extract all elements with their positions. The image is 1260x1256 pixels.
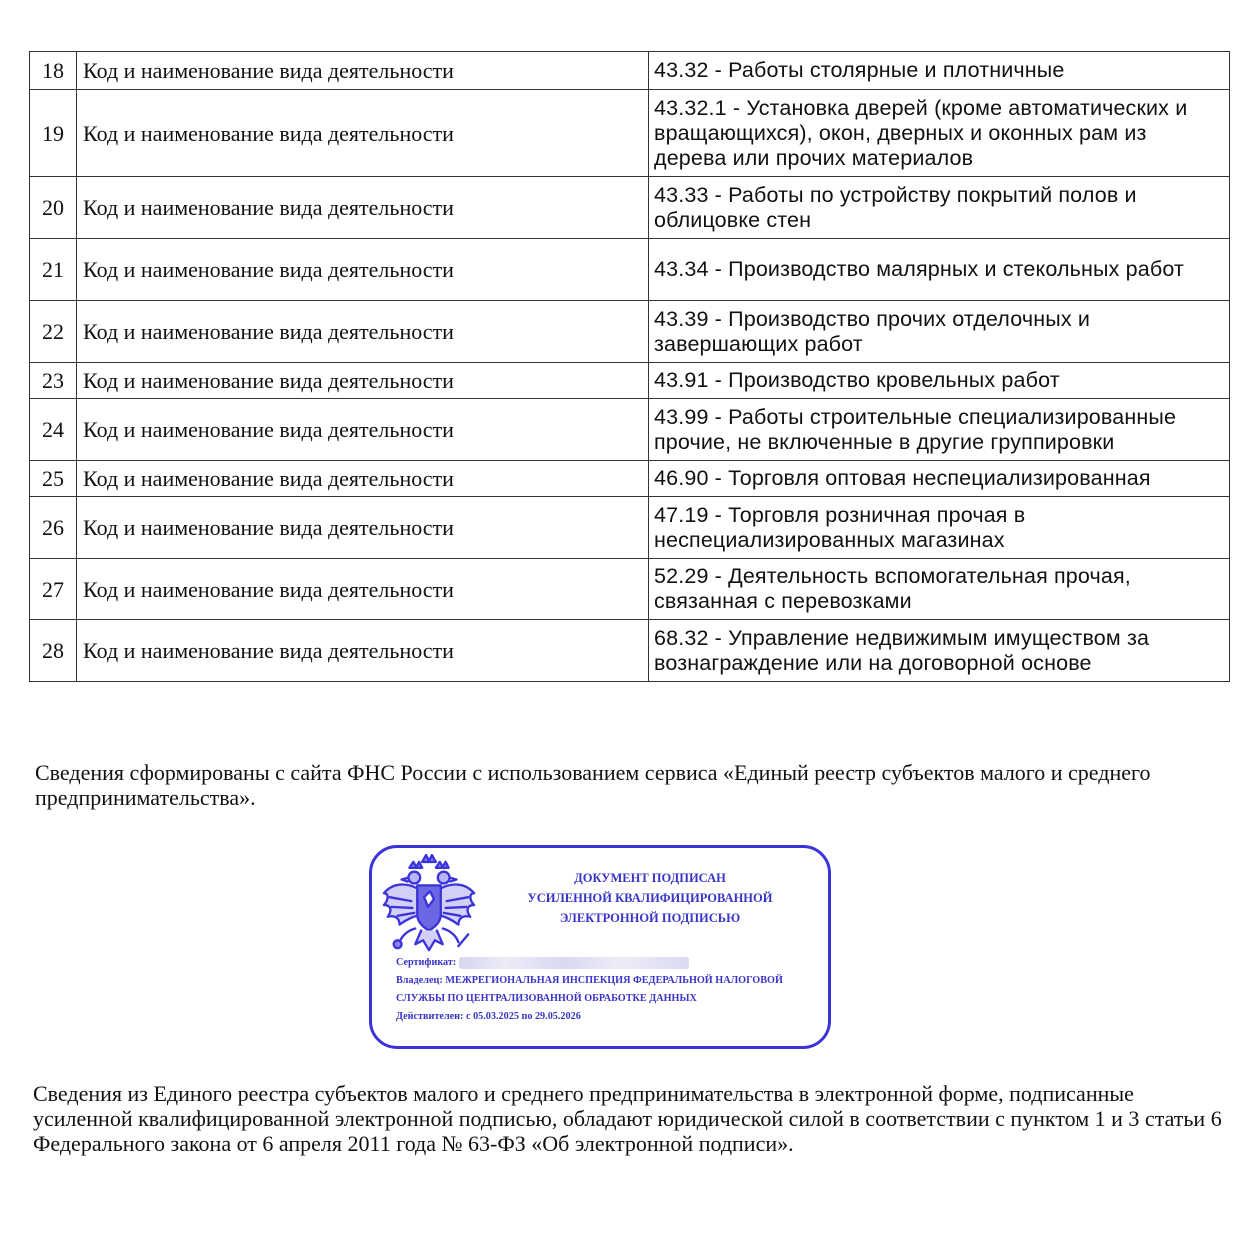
row-number: 18 <box>30 52 77 90</box>
activity-value: 43.99 - Работы строительные специализированные прочие, не включенные в другие группировки <box>649 399 1230 461</box>
row-number: 21 <box>30 239 77 301</box>
row-number: 20 <box>30 177 77 239</box>
field-name: Код и наименование вида деятельности <box>77 363 649 399</box>
certificate-label: Сертификат: <box>396 957 457 968</box>
certificate-row <box>396 954 816 972</box>
table-row <box>30 559 1230 620</box>
table-row <box>30 363 1230 399</box>
activity-value: 52.29 - Деятельность вспомогательная прочая, связанная с перевозками <box>649 559 1230 620</box>
row-number: 28 <box>30 620 77 682</box>
field-name: Код и наименование вида деятельности <box>77 52 649 90</box>
field-name: Код и наименование вида деятельности <box>77 239 649 301</box>
row-number: 23 <box>30 363 77 399</box>
field-name: Код и наименование вида деятельности <box>77 301 649 363</box>
field-name: Код и наименование вида деятельности <box>77 620 649 682</box>
row-number: 27 <box>30 559 77 620</box>
activity-value: 46.90 - Торговля оптовая неспециализированная <box>649 461 1230 497</box>
table-row <box>30 301 1230 363</box>
activity-value: 47.19 - Торговля розничная прочая в неспециализированных магазинах <box>649 497 1230 559</box>
row-number: 25 <box>30 461 77 497</box>
stamp-title-line: УСИЛЕННОЙ КВАЛИФИЦИРОВАННОЙ <box>527 891 773 905</box>
table-row <box>30 620 1230 682</box>
source-note: Сведения сформированы с сайта ФНС России с использованием сервиса «Единый реестр субъектов малого и среднего предпринимательства». <box>35 760 1151 810</box>
table-row <box>30 90 1230 177</box>
activity-value: 43.39 - Производство прочих отделочных и завершающих работ <box>649 301 1230 363</box>
field-name: Код и наименование вида деятельности <box>77 461 649 497</box>
table-row <box>30 177 1230 239</box>
activity-codes-table <box>29 51 1230 682</box>
certificate-number-redacted <box>459 957 689 969</box>
russian-coat-of-arms-icon <box>380 854 478 958</box>
table-row <box>30 239 1230 301</box>
validity-text: Действителен: с 05.03.2025 по 29.05.2026 <box>396 1011 581 1022</box>
activity-value: 68.32 - Управление недвижимым имуществом за вознаграждение или на договорной основе <box>649 620 1230 682</box>
row-number: 26 <box>30 497 77 559</box>
table-row <box>30 52 1230 90</box>
e-signature-stamp <box>369 845 831 1049</box>
field-name: Код и наименование вида деятельности <box>77 497 649 559</box>
stamp-title <box>500 868 800 928</box>
activity-value: 43.32 - Работы столярные и плотничные <box>649 52 1230 90</box>
stamp-title-line: ЭЛЕКТРОННОЙ ПОДПИСЬЮ <box>559 911 741 925</box>
activity-value: 43.34 - Производство малярных и стекольных работ <box>649 239 1230 301</box>
table-row <box>30 461 1230 497</box>
table-row <box>30 497 1230 559</box>
field-name: Код и наименование вида деятельности <box>77 559 649 620</box>
activity-value: 43.33 - Работы по устройству покрытий полов и облицовке стен <box>649 177 1230 239</box>
field-name: Код и наименование вида деятельности <box>77 177 649 239</box>
owner-text: Владелец: МЕЖРЕГИОНАЛЬНАЯ ИНСПЕКЦИЯ ФЕДЕРАЛЬНОЙ НАЛОГОВОЙ СЛУЖБЫ ПО ЦЕНТРАЛИЗОВАННОЙ ОБРАБОТКЕ ДАННЫХ <box>396 975 783 1004</box>
legal-note: Сведения из Единого реестра субъектов малого и среднего предпринимательства в электронной форме, подписанные усиленной квалифицированной электронной подписью, обладают юридической силой в соответствии с пунктом 1 и 3 статьи 6 Федерального закона от 6 апреля 2011 года № 63-ФЗ «Об электронной подписи». <box>33 1081 1222 1156</box>
stamp-title-line: ДОКУМЕНТ ПОДПИСАН <box>574 871 726 885</box>
stamp-details <box>396 954 816 1026</box>
row-number: 19 <box>30 90 77 177</box>
field-name: Код и наименование вида деятельности <box>77 90 649 177</box>
table-row <box>30 399 1230 461</box>
field-name: Код и наименование вида деятельности <box>77 399 649 461</box>
row-number: 22 <box>30 301 77 363</box>
activity-value: 43.32.1 - Установка дверей (кроме автоматических и вращающихся), окон, дверных и оконных рам из дерева или прочих материалов <box>649 90 1230 177</box>
row-number: 24 <box>30 399 77 461</box>
activity-value: 43.91 - Производство кровельных работ <box>649 363 1230 399</box>
